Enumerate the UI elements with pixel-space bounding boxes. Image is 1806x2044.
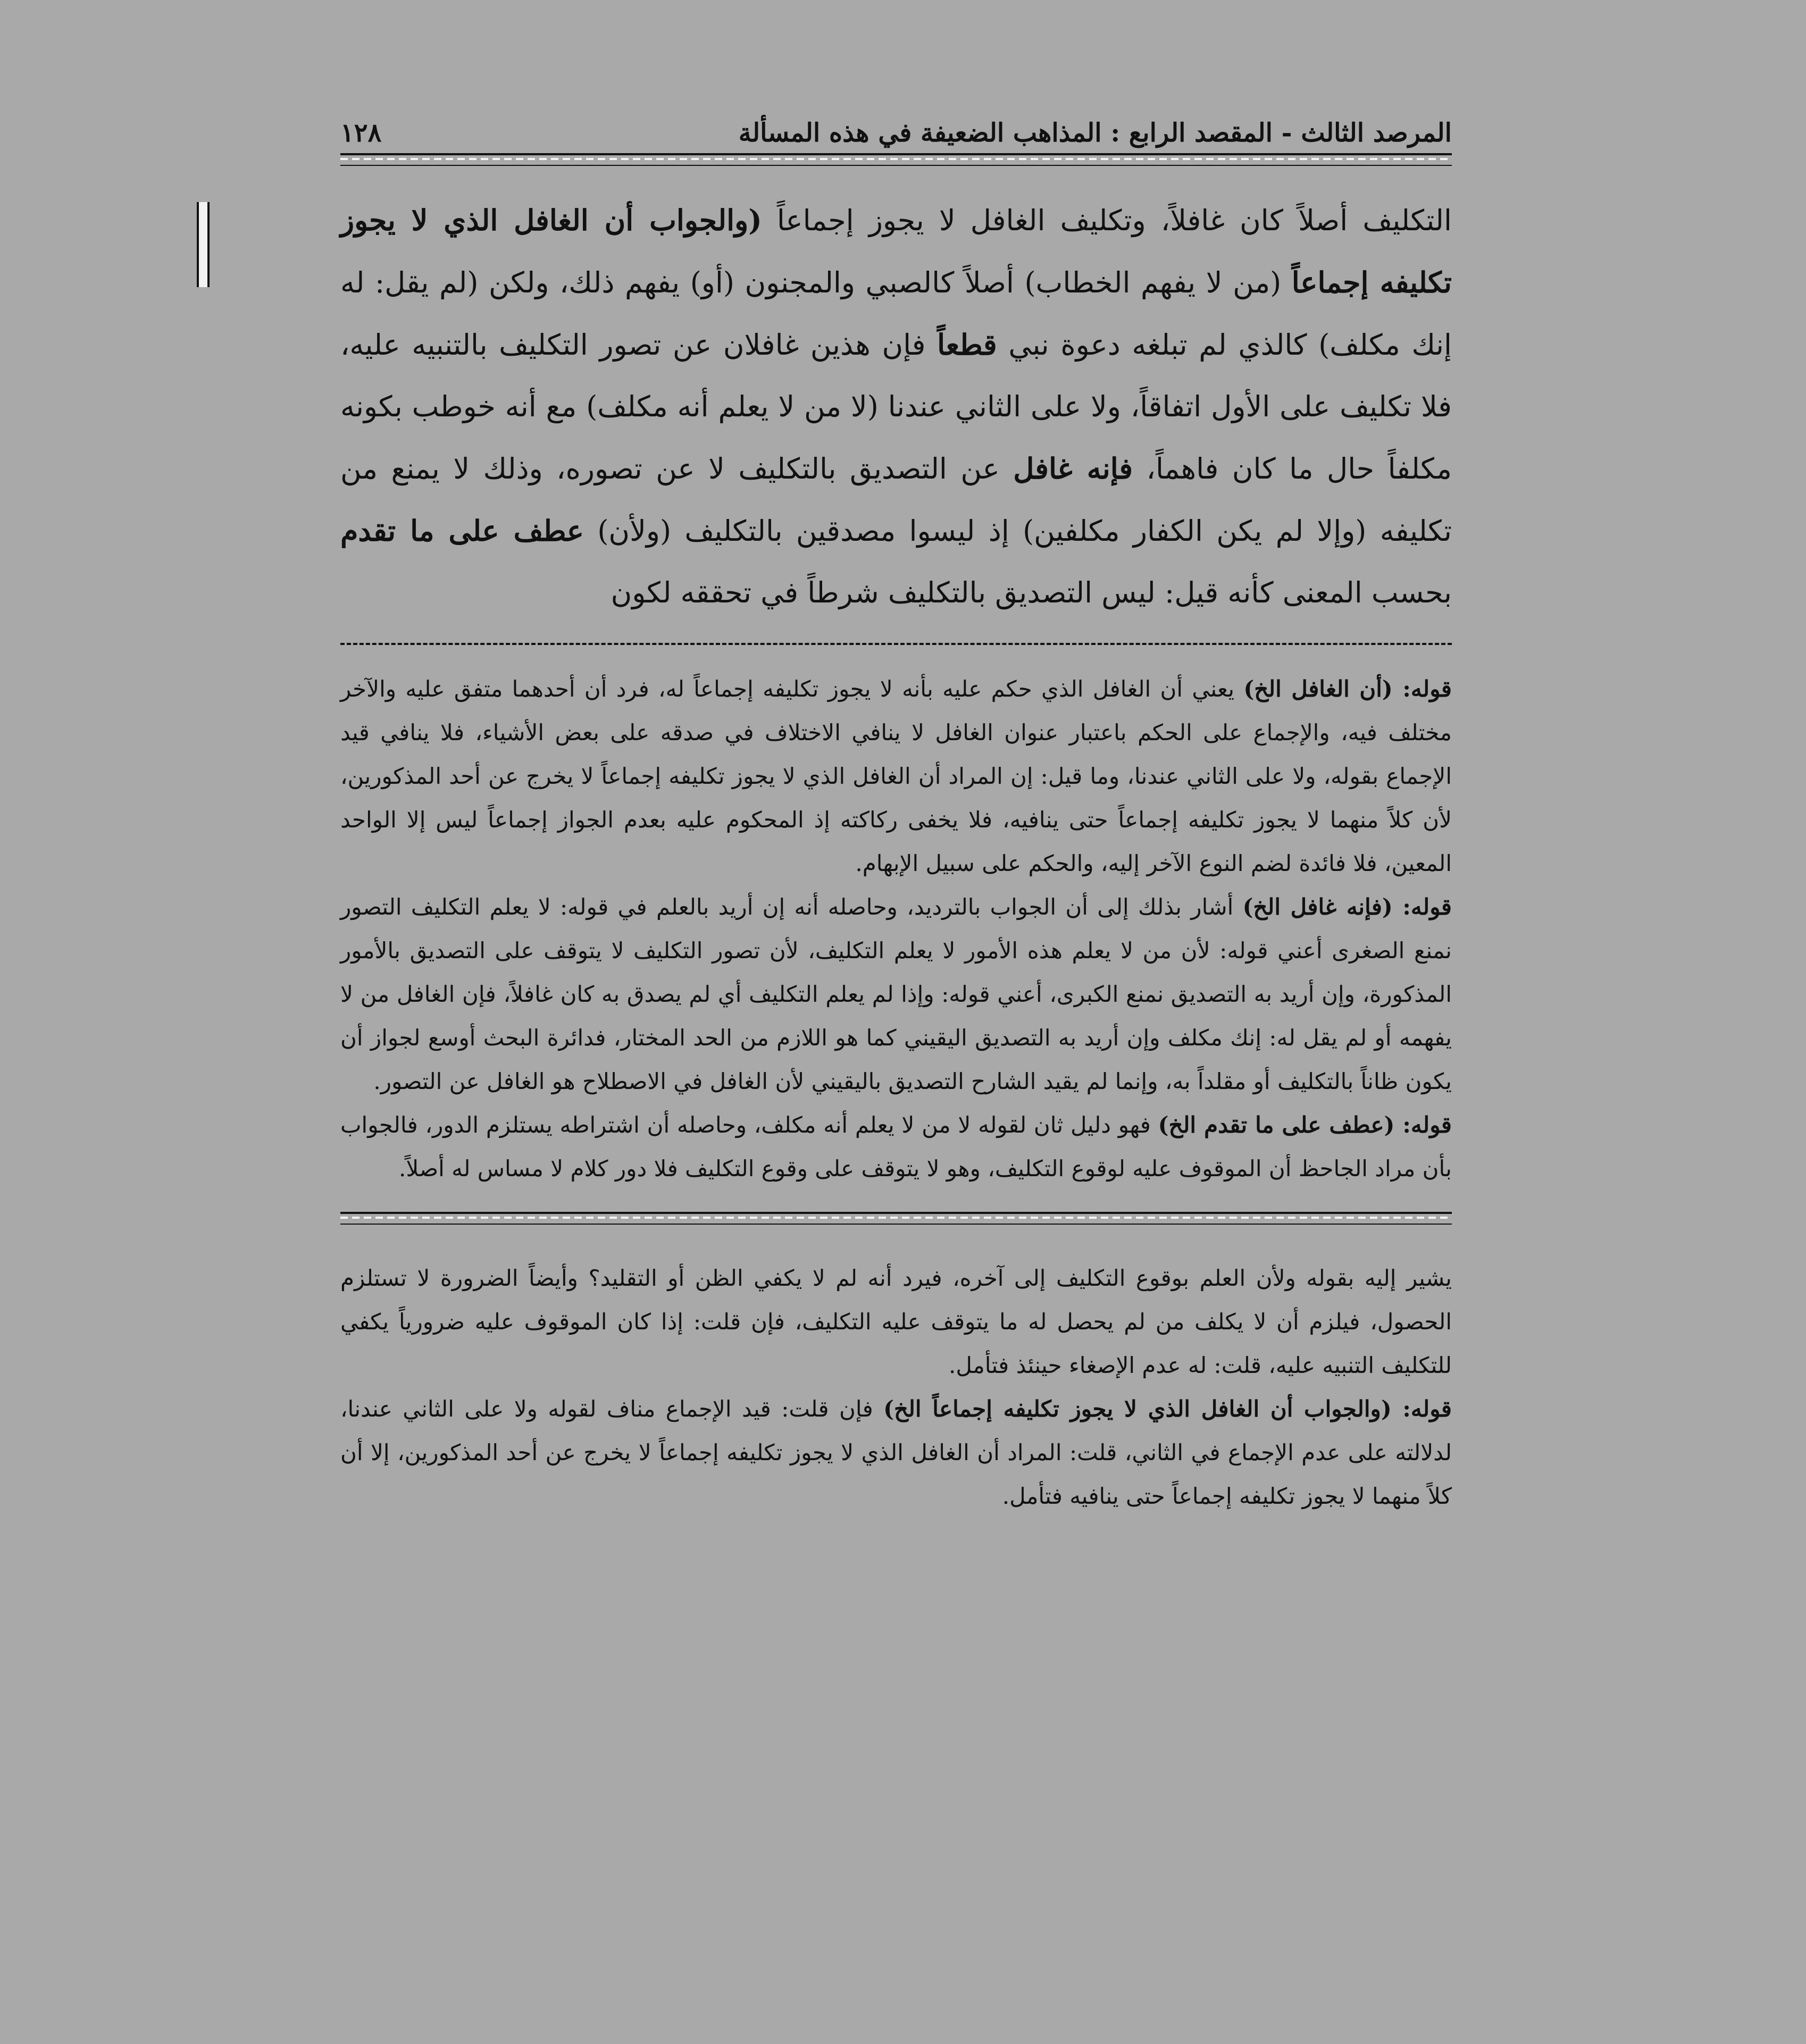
- running-title: المرصد الثالث - المقصد الرابع : المذاهب الضعيفة في هذه المسألة: [738, 118, 1452, 148]
- main-text-segment: فإن هذين غافلان عن تصور التكليف بالتنبيه عليه، فلا تكليف على الأول اتفاقاً، ولا على الثاني عندنا (لا من لا يعلم أنه مكلف) مع أنه خوطب بكونه مكلفاً حال ما كان فاهماً،: [340, 328, 1452, 485]
- margin-bracket-mark: [197, 202, 210, 287]
- main-text-segment: التكليف أصلاً كان غافلاً، وتكليف الغافل لا يجوز إجماعاً: [762, 204, 1452, 237]
- main-text-bold: عطف على ما تقدم: [340, 514, 584, 548]
- main-text-segment: بحسب المعنى كأنه قيل: ليس التصديق بالتكليف شرطاً في تحققه لكون: [611, 576, 1452, 609]
- main-text-segment: (من لا يفهم الخطاب) أصلاً كالصبي والمجنون (أو) يفهم ذلك، ولكن (لم يقل: له إنك مكلف) كالذي لم تبلغه دعوة نبي: [340, 266, 1452, 362]
- main-text-bold: (والجواب أن الغافل الذي لا يجوز تكليفه إجماعاً: [340, 203, 1452, 299]
- commentary-paragraph: [340, 885, 1452, 1103]
- commentary-paragraph: [340, 667, 1452, 885]
- commentary-label: قوله: (والجواب أن الغافل الذي لا يجوز تكليفه إجماعاً الخ): [883, 1396, 1452, 1422]
- commentary-label: قوله: (أن الغافل الخ): [1243, 676, 1452, 702]
- commentary-text: أشار بذلك إلى أن الجواب بالترديد، وحاصله أنه إن أريد بالعلم في قوله: لا يعلم التكليف التصور نمنع الصغرى أعني قوله: لأن من لا يعلم هذه الأمور لا يعلم التكليف، لأن تصور التكليف لا يتوقف على التصديق بالأمور المذكورة، وإن أريد به التصديق نمنع الكبرى، أعني قوله: وإذا لم يعلم التكليف أي لم يصدق به كان غافلاً، فإن الغافل من لا يفهمه أو لم يقل له: إنك مكلف وإن أريد به التصديق اليقيني كما هو اللازم من الحد المختار، فدائرة البحث أوسع لجواز أن يكون ظاناً بالتكليف أو مقلداً به، وإنما لم يقيد الشارح التصديق باليقيني لأن الغافل في الاصطلاح هو الغافل عن التصور.: [340, 894, 1452, 1094]
- page-header: [340, 106, 1452, 149]
- main-text-bold: قطعاً: [937, 328, 997, 362]
- main-text: [340, 189, 1452, 624]
- header-rule: [340, 153, 1452, 166]
- book-page: [340, 106, 1452, 1518]
- dashed-separator: [340, 643, 1452, 645]
- commentary-rule: [340, 1212, 1452, 1225]
- page-number: ١٢٨: [340, 118, 382, 148]
- commentary-text: يشير إليه بقوله ولأن العلم بوقوع التكليف إلى آخره، فيرد أنه لم لا يكفي الظن أو التقليد؟ وأيضاً الضرورة لا تستلزم الحصول، فيلزم أن لا يكلف من لم يحصل له ما يتوقف عليه التكليف، فإن قلت: إذا كان الموقوف عليه ضرورياً يكفي للتكليف التنبيه عليه، قلت: له عدم الإصغاء حينئذ فتأمل.: [340, 1265, 1452, 1378]
- commentary-label: قوله: (عطف على ما تقدم الخ): [1158, 1112, 1452, 1138]
- commentary-first: [340, 667, 1452, 1191]
- commentary-paragraph: [340, 1387, 1452, 1518]
- commentary-label: قوله: (فإنه غافل الخ): [1242, 894, 1452, 920]
- commentary-second: [340, 1256, 1452, 1518]
- commentary-paragraph: [340, 1256, 1452, 1387]
- commentary-text: يعني أن الغافل الذي حكم عليه بأنه لا يجوز تكليفه إجماعاً له، فرد أن أحدهما متفق عليه والآخر مختلف فيه، والإجماع على الحكم باعتبار عنوان الغافل لا ينافي الاختلاف في صدقه على بعض الأشياء، فلا ينافي قيد الإجماع بقوله، ولا على الثاني عندنا، وما قيل: إن المراد أن الغافل الذي لا يجوز تكليفه إجماعاً لا يخرج عن أحد المذكورين، لأن كلاً منهما لا يجوز تكليفه إجماعاً حتى ينافيه، فلا يخفى ركاكته إذ المحكوم عليه بعدم الجواز إجماعاً ليس إلا الواحد المعين، فلا فائدة لضم النوع الآخر إليه، والحكم على سبيل الإبهام.: [340, 676, 1452, 876]
- main-text-segment: عن التصديق بالتكليف لا عن تصوره، وذلك لا يمنع من تكليفه (وإلا لم يكن الكفار مكلفين) إذ ليسوا مصدقين بالتكليف (ولأن): [340, 452, 1452, 548]
- commentary-text: فهو دليل ثان لقوله لا من لا يعلم أنه مكلف، وحاصله أن اشتراطه يستلزم الدور، فالجواب بأن مراد الجاحظ أن الموقوف عليه لوقوع التكليف، وهو لا يتوقف على وقوع التكليف فلا دور كلام لا مساس له أصلاً.: [340, 1112, 1452, 1182]
- commentary-text: فإن قلت: قيد الإجماع مناف لقوله ولا على الثاني عندنا، لدلالته على عدم الإجماع في الثاني، قلت: المراد أن الغافل الذي لا يجوز تكليفه إجماعاً لا يخرج عن أحد المذكورين، إلا أن كلاً منهما لا يجوز تكليفه إجماعاً حتى ينافيه فتأمل.: [340, 1396, 1452, 1509]
- commentary-paragraph: [340, 1103, 1452, 1191]
- main-text-bold: فإنه غافل: [1013, 451, 1133, 485]
